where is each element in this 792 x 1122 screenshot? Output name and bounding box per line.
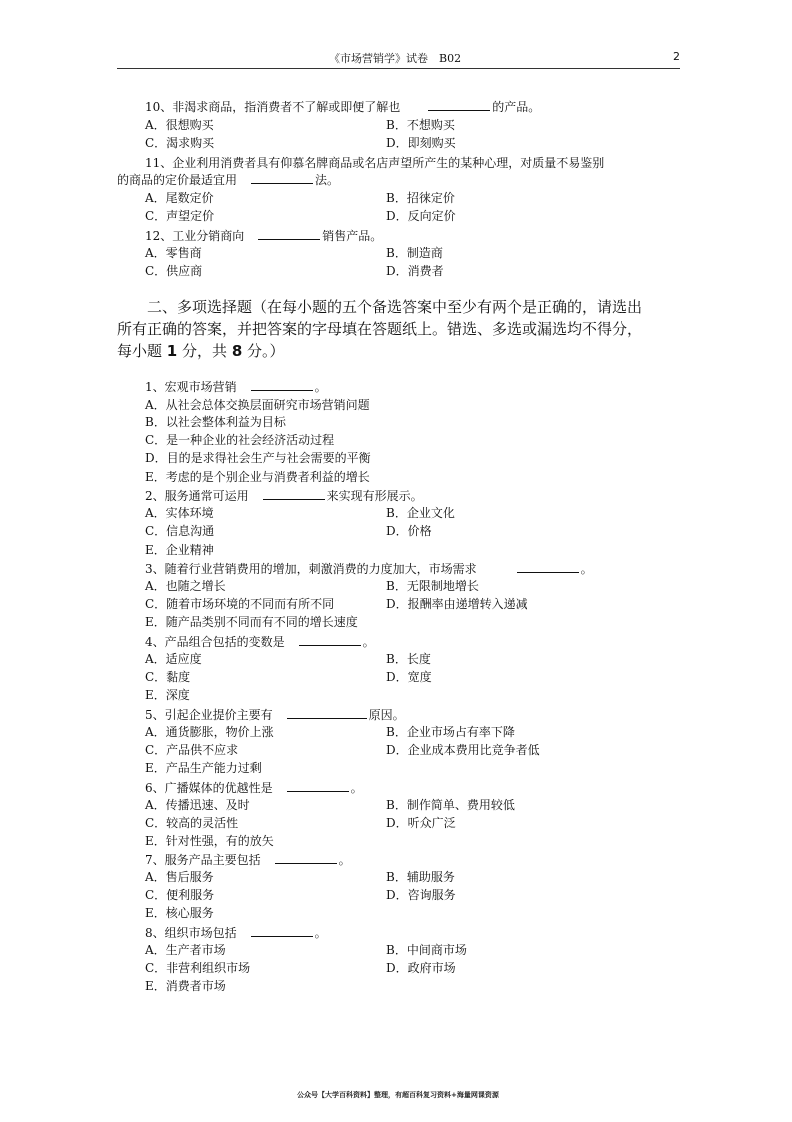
answer-blank: [258, 227, 320, 240]
m3-option-a: A．也随之增长: [145, 579, 226, 593]
m8-option-e: E．消费者市场: [145, 979, 226, 993]
m8-option-d: D．政府市场: [386, 961, 456, 975]
q12-option-d: D．消费者: [386, 264, 444, 278]
m4-option-c: C．黏度: [145, 670, 191, 684]
m6-option-a: A．传播迅速、及时: [145, 798, 250, 812]
m3-option-e: E．随产品类别不同而有不同的增长速度: [145, 615, 358, 629]
q12-option-b: B．制造商: [386, 246, 443, 260]
m4-option-e: E．深度: [145, 688, 190, 702]
m8-option-a: A．生产者市场: [145, 943, 226, 957]
answer-blank: [287, 779, 349, 792]
answer-blank: [287, 706, 367, 719]
m5-option-d: D．企业成本费用比竞争者低: [386, 743, 540, 757]
multi-question-3-stem: 3、随着行业营销费用的增加，刺激消费的力度加大，市场需求 。: [145, 562, 593, 576]
m2-option-b: B．企业文化: [386, 506, 455, 520]
m7-option-e: E．核心服务: [145, 906, 214, 920]
multi-question-8-stem: 8、组织市场包括 。: [145, 926, 327, 940]
m3-option-c: C．随着市场环境的不同而有所不同: [145, 597, 335, 611]
answer-blank: [517, 560, 579, 573]
m6-option-b: B．制作简单、费用较低: [386, 798, 515, 812]
answer-blank: [251, 171, 313, 184]
answer-blank: [299, 633, 361, 646]
m7-option-d: D．咨询服务: [386, 888, 456, 902]
q12-option-a: A．零售商: [145, 246, 202, 260]
m6-option-e: E．针对性强，有的放矢: [145, 834, 274, 848]
q11-option-d: D．反向定价: [386, 209, 456, 223]
m5-option-a: A．通货膨胀，物价上涨: [145, 725, 274, 739]
m4-option-d: D．宽度: [386, 670, 432, 684]
answer-blank: [251, 924, 313, 937]
exam-title: 《市场营销学》试卷 B02: [329, 52, 462, 65]
q11-option-b: B．招徕定价: [386, 191, 455, 205]
m8-option-c: C．非营利组织市场: [145, 961, 251, 975]
section-2-line-1: 二、多项选择题（在每小题的五个备选答案中至少有两个是正确的，请选出: [147, 298, 643, 316]
answer-blank: [251, 378, 313, 391]
m2-option-e: E．企业精神: [145, 543, 214, 557]
m5-option-b: B．企业市场占有率下降: [386, 725, 515, 739]
m2-option-c: C．信息沟通: [145, 524, 215, 538]
page-number: 2: [673, 50, 680, 63]
multi-question-4-stem: 4、产品组合包括的变数是 。: [145, 635, 375, 649]
m5-option-c: C．产品供不应求: [145, 743, 239, 757]
m6-option-d: D．听众广泛: [386, 816, 456, 830]
m1-option-a: A．从社会总体交换层面研究市场营销问题: [145, 398, 370, 412]
question-11-stem: 11、企业利用消费者具有仰慕名牌商品或名店声望所产生的某种心理，对质量不易鉴别: [145, 156, 605, 170]
multi-question-6-stem: 6、广播媒体的优越性是 。: [145, 781, 363, 795]
m3-option-b: B．无限制地增长: [386, 579, 479, 593]
m1-option-e: E．考虑的是个别企业与消费者利益的增长: [145, 470, 370, 484]
q10-option-c: C．渴求购买: [145, 136, 215, 150]
multi-question-1-stem: 1、宏观市场营销 。: [145, 380, 327, 394]
page-footer: 公众号【大学百科资料】整理，有超百科复习资料+海量网课资源: [297, 1091, 499, 1099]
m7-option-b: B．辅助服务: [386, 870, 455, 884]
question-12-stem: 12、工业分销商向 销售产品。: [145, 229, 383, 243]
m5-option-e: E．产品生产能力过剩: [145, 761, 262, 775]
m1-option-c: C．是一种企业的社会经济活动过程: [145, 433, 335, 447]
answer-blank: [275, 851, 337, 864]
m8-option-b: B．中间商市场: [386, 943, 467, 957]
q10-option-a: A．很想购买: [145, 118, 214, 132]
answer-blank: [428, 98, 490, 111]
m7-option-c: C．便利服务: [145, 888, 215, 902]
answer-blank: [263, 487, 325, 500]
m2-option-a: A．实体环境: [145, 506, 214, 520]
page-header: [117, 50, 680, 69]
m7-option-a: A．售后服务: [145, 870, 214, 884]
q11-option-c: C．声望定价: [145, 209, 215, 223]
section-2-line-3: 每小题 1 分，共 8 分。）: [117, 342, 285, 360]
multi-question-5-stem: 5、引起企业提价主要有 原因。: [145, 708, 405, 722]
question-10-stem: 10、非渴求商品，指消费者不了解或即便了解也 的产品。: [145, 100, 541, 114]
q10-option-b: B．不想购买: [386, 118, 455, 132]
m6-option-c: C．较高的灵活性: [145, 816, 239, 830]
multi-question-7-stem: 7、服务产品主要包括 。: [145, 853, 351, 867]
q10-option-d: D．即刻购买: [386, 136, 456, 150]
m1-option-b: B．以社会整体利益为目标: [145, 415, 286, 429]
multi-question-2-stem: 2、服务通常可运用 来实现有形展示。: [145, 489, 423, 503]
m4-option-a: A．适应度: [145, 652, 202, 666]
q11-option-a: A．尾数定价: [145, 191, 214, 205]
section-2-heading: [117, 296, 677, 362]
m3-option-d: D．报酬率由递增转入递减: [386, 597, 528, 611]
m1-option-d: D．目的是求得社会生产与社会需要的平衡: [145, 451, 371, 465]
question-11-stem-continued: 的商品的定价最适宜用 法。: [117, 173, 340, 187]
section-2-line-2: 所有正确的答案，并把答案的字母填在答题纸上。错选、多选或漏选均不得分，: [117, 320, 643, 338]
m4-option-b: B．长度: [386, 652, 431, 666]
m2-option-d: D．价格: [386, 524, 432, 538]
q12-option-c: C．供应商: [145, 264, 203, 278]
